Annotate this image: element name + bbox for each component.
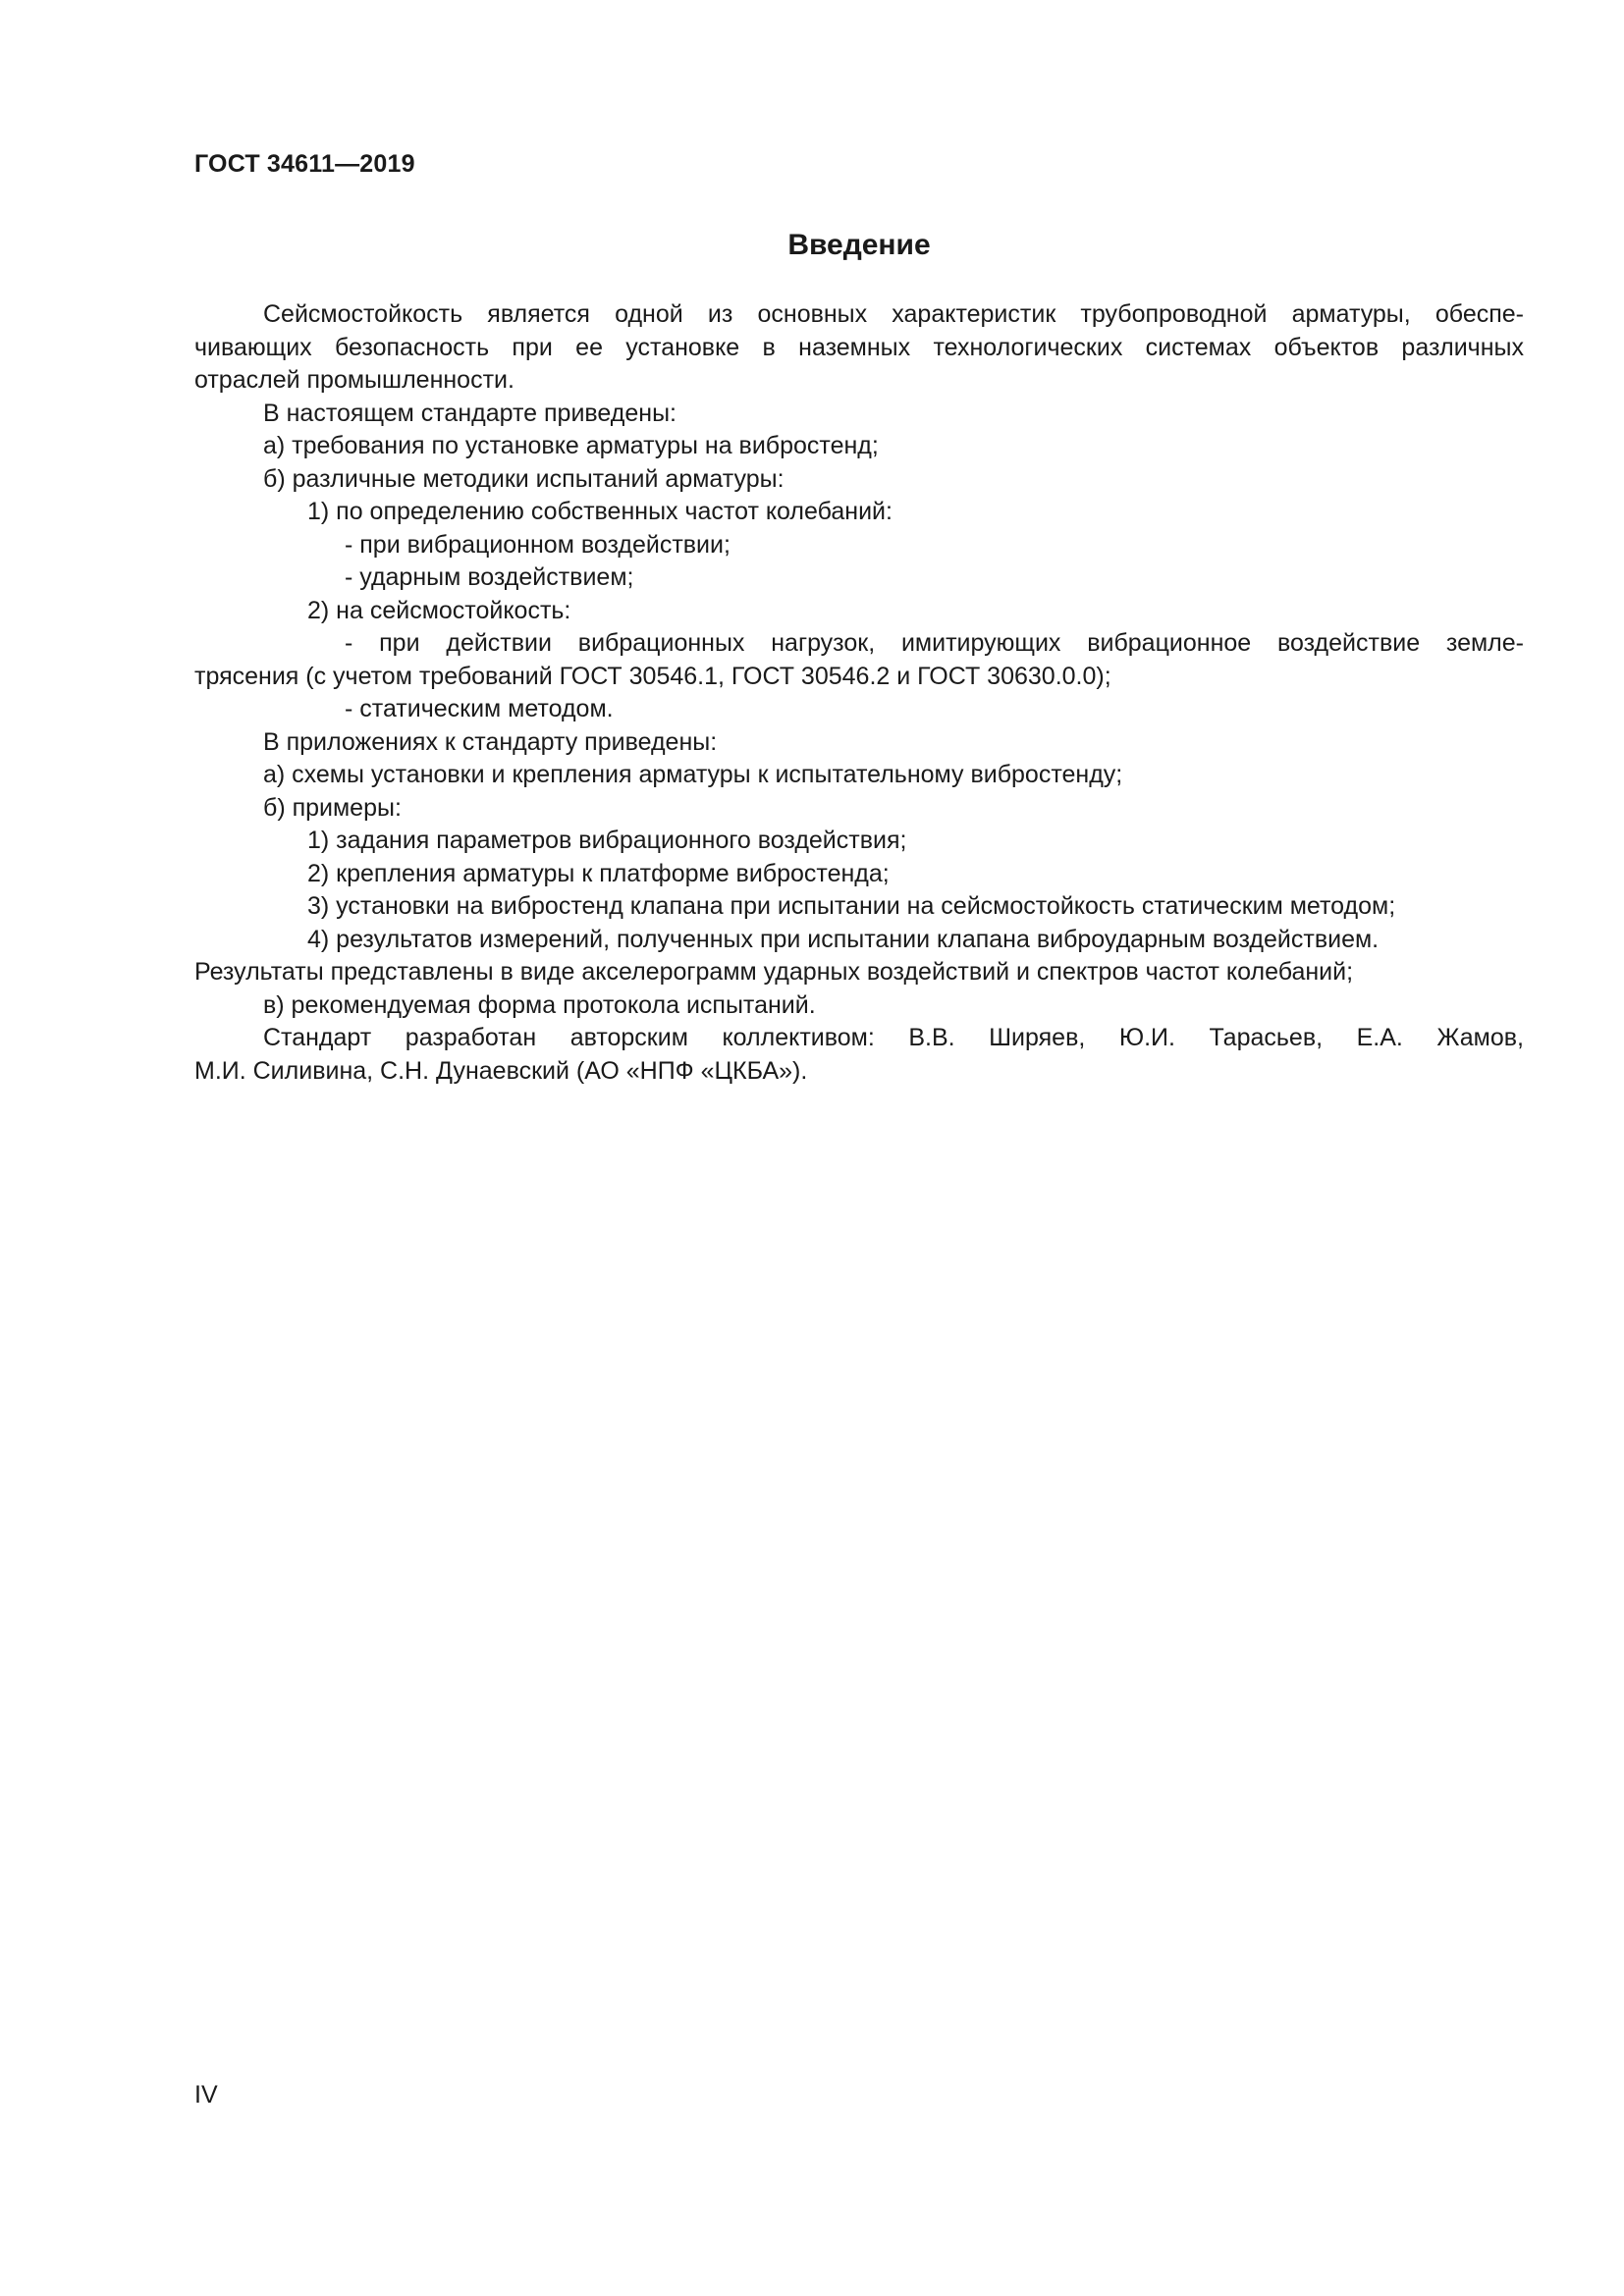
document-code-header: ГОСТ 34611—2019 [194,150,415,178]
paragraph-line: чивающих безопасность при ее установке в наземных технологических системах объектов различных [194,333,1524,361]
list-item: б) различные методики испытаний арматуры: [263,464,785,493]
document-body [194,298,1524,1088]
list-item: - ударным воздействием; [345,563,634,591]
paragraph-line: В приложениях к стандарту приведены: [263,727,718,756]
list-item: 2) крепления арматуры к платформе вибростенда; [307,859,890,887]
paragraph-line: Сейсмостойкость является одной из основных характеристик трубопроводной арматуры, обеспе- [263,300,1524,328]
paragraph-line: отраслей промышленности. [194,366,514,394]
list-item: б) примеры: [263,793,402,822]
list-item: в) рекомендуемая форма протокола испытаний. [263,990,816,1019]
paragraph-line: трясения (с учетом требований ГОСТ 30546.1, ГОСТ 30546.2 и ГОСТ 30630.0.0); [194,662,1111,690]
section-title: Введение [787,229,931,261]
list-item: а) требования по установке арматуры на вибростенд; [263,432,879,459]
list-item: - статическим методом. [345,695,614,722]
list-item: а) схемы установки и крепления арматуры к испытательному вибростенду; [263,761,1123,788]
paragraph-line: М.И. Силивина, С.Н. Дунаевский (АО «НПФ «ЦКБА»). [194,1056,808,1085]
list-item: 1) задания параметров вибрационного воздействия; [307,827,907,854]
list-item: 3) установки на вибростенд клапана при испытании на сейсмостойкость статическим методом; [307,892,1396,920]
paragraph-line: Стандарт разработан авторским коллективом: В.В. Ширяев, Ю.И. Тарасьев, Е.А. Жамов, [263,1024,1524,1051]
list-item: - при вибрационном воздействии; [345,530,731,559]
list-item: 1) по определению собственных частот колебаний: [307,498,893,525]
list-item: - при действии вибрационных нагрузок, имитирующих вибрационное воздействие земле- [345,629,1524,657]
list-item: 2) на сейсмостойкость: [307,596,571,624]
paragraph-line: Результаты представлены в виде акселерограмм ударных воздействий и спектров частот колебаний; [194,958,1354,986]
list-item: 4) результатов измерений, полученных при испытании клапана виброударным воздействием. [307,925,1380,953]
paragraph-line: В настоящем стандарте приведены: [263,399,677,427]
page-number: IV [194,2081,218,2109]
